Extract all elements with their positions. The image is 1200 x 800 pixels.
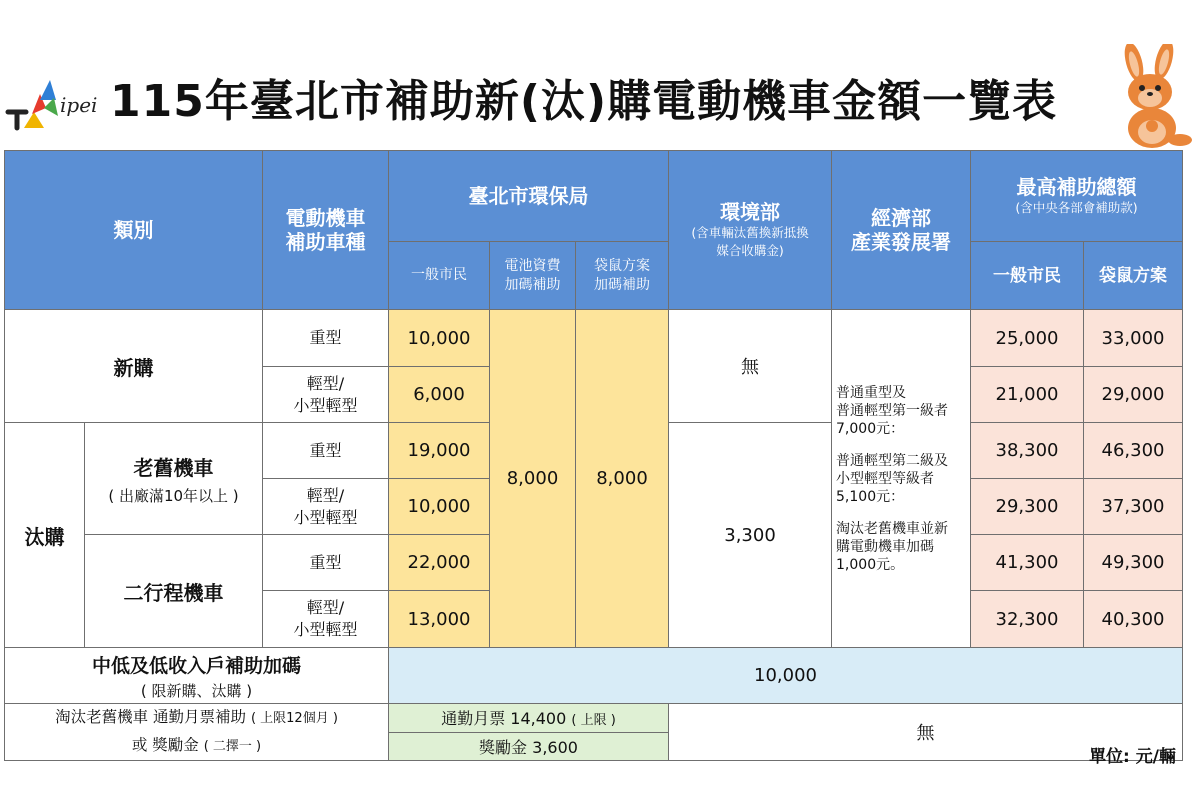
value-max-general: 25,000 (971, 310, 1084, 367)
low-income-label: 中低及低收入戶補助加碼 (91, 654, 301, 677)
type-heavy: 重型 (263, 535, 389, 591)
taipei-logo (0, 72, 100, 132)
header-moea: 經濟部 產業發展署 (832, 151, 971, 310)
value-general: 10,000 (389, 310, 490, 367)
table-row (5, 310, 1183, 367)
moea-desc-line: 淘汰老舊機車並新 購電動機車加碼 1,000元。 (836, 520, 949, 573)
header-kangaroo: 袋鼠方案 加碼補助 (576, 242, 669, 310)
value-max-kangaroo: 33,000 (1084, 310, 1183, 367)
value-general: 10,000 (389, 479, 490, 535)
value-reward: 獎勵金 3,600 (389, 732, 669, 761)
subsidy-table (4, 150, 1183, 761)
header-moenv (669, 151, 832, 310)
header-battery: 電池資費 加碼補助 (490, 242, 576, 310)
label-old-motorcycle (85, 423, 263, 535)
value-kangaroo-bonus: 8,000 (576, 310, 669, 648)
subsidy-table-container (4, 150, 1182, 761)
moea-desc-line: 普通重型及 普通輕型第一級者 7,000元： (836, 384, 949, 437)
table-row (5, 648, 1183, 704)
value-max-kangaroo: 29,000 (1084, 367, 1183, 423)
moea-desc-line: 普通輕型第二級及 小型輕型等級者 5,100元： (836, 452, 949, 505)
value-moenv-new: 無 (669, 310, 832, 423)
unit-label: 單位: 元/輛 (1089, 747, 1176, 767)
value-max-general: 21,000 (971, 367, 1084, 423)
moea-description (832, 310, 971, 648)
header-max-total-note: (含中央各部會補助款) (1015, 200, 1138, 215)
table-row (5, 704, 1183, 733)
commute-label-main: 淘汰老舊機車 通勤月票補助 (55, 708, 247, 726)
value-moenv-replace: 3,300 (669, 423, 832, 648)
value-max-general: 38,300 (971, 423, 1084, 479)
header-category: 類別 (5, 151, 263, 310)
value-max-general: 32,300 (971, 591, 1084, 648)
value-low-income: 10,000 (389, 648, 1183, 704)
value-max-general: 41,300 (971, 535, 1084, 591)
value-general: 6,000 (389, 367, 490, 423)
commute-label-choice: ( 二擇一 ) (203, 739, 262, 754)
header-taipei-epb: 臺北市環保局 (389, 151, 669, 242)
value-general: 22,000 (389, 535, 490, 591)
kangaroo-mascot-icon (1110, 44, 1196, 150)
value-max-kangaroo: 49,300 (1084, 535, 1183, 591)
header-max-total-label: 最高補助總額 (1016, 175, 1137, 199)
label-new: 新購 (5, 310, 263, 423)
label-low-income (5, 648, 389, 704)
type-light: 輕型/ 小型輕型 (263, 591, 389, 648)
header-max-total (971, 151, 1183, 242)
label-old-note: ( 出廠滿10年以上 ) (108, 486, 239, 505)
value-commute-pass (389, 704, 669, 733)
type-light: 輕型/ 小型輕型 (263, 479, 389, 535)
label-old-text: 老舊機車 (133, 455, 214, 480)
header-max-kangaroo: 袋鼠方案 (1084, 242, 1183, 310)
type-heavy: 重型 (263, 423, 389, 479)
value-max-general: 29,300 (971, 479, 1084, 535)
value-max-kangaroo: 40,300 (1084, 591, 1183, 648)
page-title: 115年臺北市補助新(汰)購電動機車金額一覽表 (110, 76, 1058, 127)
low-income-note: ( 限新購、汰購 ) (140, 681, 253, 700)
svg-text:ipei: ipei (60, 93, 98, 117)
value-commute-other: 無 (669, 704, 1183, 761)
value-battery-bonus: 8,000 (490, 310, 576, 648)
label-replace: 汰購 (5, 423, 85, 648)
type-light: 輕型/ 小型輕型 (263, 367, 389, 423)
value-max-kangaroo: 46,300 (1084, 423, 1183, 479)
value-general: 19,000 (389, 423, 490, 479)
header-moenv-label: 環境部 (720, 200, 781, 224)
header-max-general: 一般市民 (971, 242, 1084, 310)
commute-label-or: 或 獎勵金 (131, 736, 199, 754)
value-max-kangaroo: 37,300 (1084, 479, 1183, 535)
commute-label-limit: ( 上限12個月 ) (250, 711, 338, 726)
page-header (0, 62, 1200, 148)
label-two-stroke: 二行程機車 (85, 535, 263, 648)
commute-pass-limit: ( 上限 ) (571, 713, 616, 729)
header-moenv-note: (含車輛汰舊換新抵換 媒合收購金) (691, 225, 809, 258)
type-heavy: 重型 (263, 310, 389, 367)
header-general: 一般市民 (389, 242, 490, 310)
label-commute (5, 704, 389, 761)
header-vehicle-type: 電動機車 補助車種 (263, 151, 389, 310)
commute-pass-main: 通勤月票 14,400 (441, 709, 567, 729)
value-general: 13,000 (389, 591, 490, 648)
